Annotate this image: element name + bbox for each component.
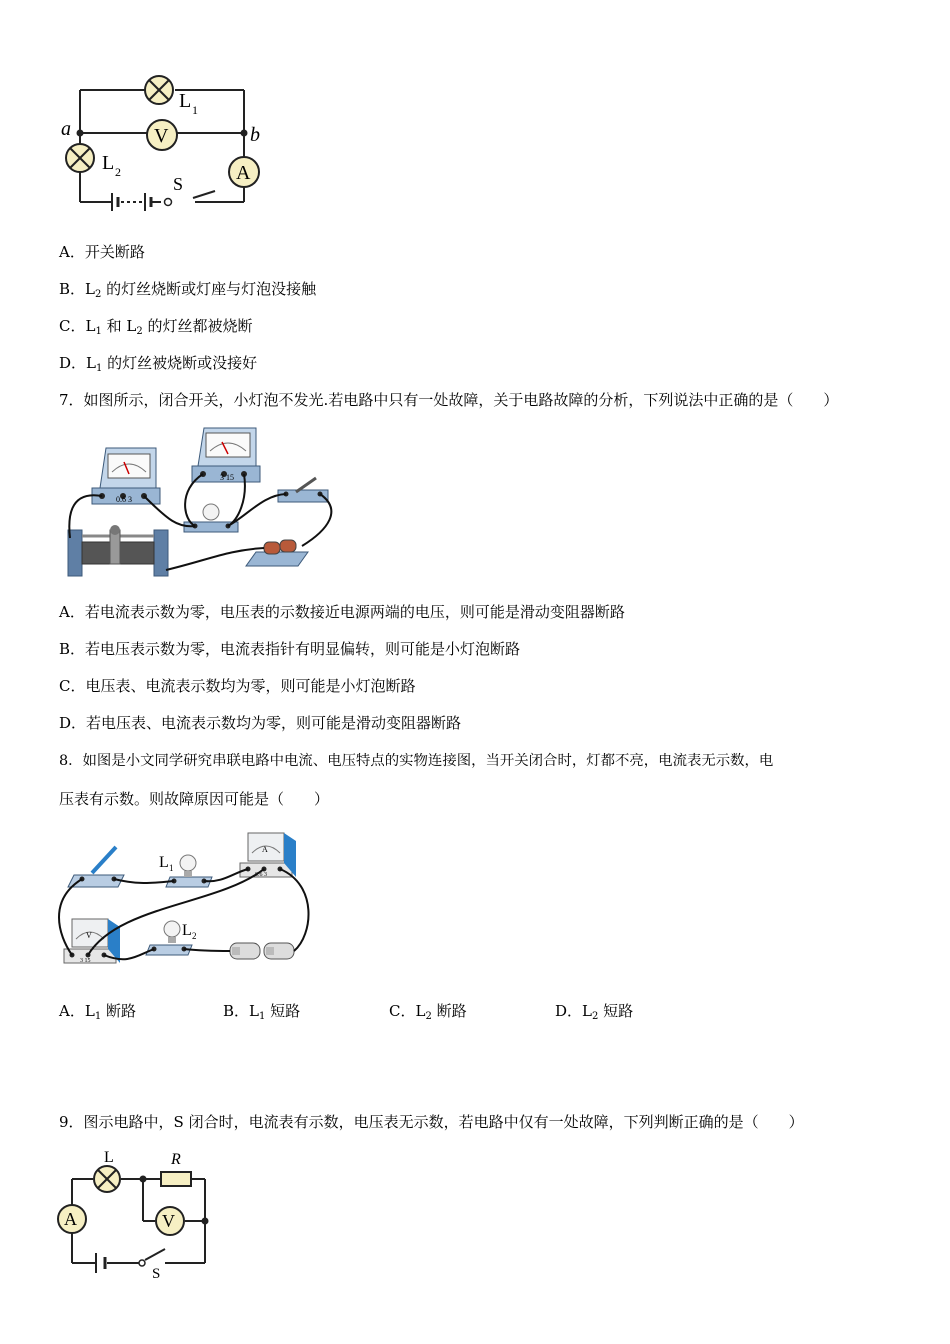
- node-b-label: b: [250, 124, 260, 146]
- svg-text:R: R: [171, 1151, 181, 1168]
- bulb-apparatus-icon: [184, 504, 238, 532]
- switch-label: S: [173, 174, 184, 194]
- q8-option-b[interactable]: B．$L_1$ 短路: [223, 1002, 301, 1022]
- rheostat-apparatus-icon: [68, 525, 168, 576]
- svg-text:3 15: 3 15: [220, 473, 234, 482]
- switch-apparatus-icon: [68, 847, 124, 887]
- ammeter-apparatus-icon: [240, 833, 296, 877]
- resistor-R-icon: [161, 1172, 191, 1186]
- circuit-diagram-q9: [55, 1145, 220, 1280]
- q8-stem-line1: 8．如图是小文同学研究串联电路中电流、电压特点的实物连接图，当开关闭合时，灯都不亮，电流表无示数，电: [59, 753, 774, 769]
- svg-text:L: L: [159, 854, 169, 871]
- q6-option-a[interactable]: A．开关断路: [59, 243, 145, 261]
- svg-text:A: A: [262, 845, 268, 854]
- q6-option-d[interactable]: D．$L_1$ 的灯丝被烧断或没接好: [59, 354, 258, 374]
- q8-option-a[interactable]: A．$L_1$ 断路: [59, 1002, 136, 1022]
- svg-text:3 15: 3 15: [80, 958, 91, 964]
- svg-text:V: V: [162, 1211, 175, 1231]
- svg-text:L: L: [182, 922, 192, 939]
- svg-text:0.6 3: 0.6 3: [116, 495, 132, 504]
- q6-option-b[interactable]: B．$L_2$ 的灯丝烧断或灯座与灯泡没接触: [59, 280, 317, 300]
- svg-text:2: 2: [192, 931, 197, 941]
- svg-text:S: S: [152, 1266, 161, 1280]
- svg-text:A: A: [64, 1209, 77, 1229]
- q8-option-c[interactable]: C．$L_2$ 断路: [389, 1002, 467, 1022]
- q9-stem: 9．图示电路中，S 闭合时，电流表有示数，电压表无示数，若电路中仅有一处故障，下列判断正确的是（ ）: [59, 1113, 804, 1131]
- lamp-L1-icon: [145, 76, 173, 104]
- L1-subscript: 1: [192, 103, 198, 117]
- voltmeter-label: V: [154, 125, 169, 147]
- q7-apparatus-figure: [58, 420, 348, 585]
- q7-option-b[interactable]: B．若电压表示数为零，电流表指针有明显偏转，则可能是小灯泡断路: [59, 640, 521, 658]
- voltmeter-apparatus-icon: [64, 919, 120, 963]
- q7-option-a[interactable]: A．若电流表示数为零，电压表的示数接近电源两端的电压，则可能是滑动变阻器断路: [59, 603, 625, 621]
- svg-text:L: L: [104, 1149, 114, 1166]
- q7-option-d[interactable]: D．若电压表、电流表示数均为零，则可能是滑动变阻器断路: [59, 714, 462, 732]
- circuit-diagram-q6: [55, 65, 285, 220]
- q7-option-c[interactable]: C．电压表、电流表示数均为零，则可能是小灯泡断路: [59, 677, 416, 695]
- svg-text:0.6 3: 0.6 3: [255, 872, 267, 878]
- L2-label: L: [102, 152, 115, 174]
- q8-apparatus-figure: [58, 825, 318, 975]
- svg-text:V: V: [86, 931, 92, 940]
- battery-apparatus-icon: [246, 540, 308, 566]
- lamp-L-icon: [94, 1166, 120, 1192]
- node-a-label: a: [61, 118, 71, 140]
- switch-apparatus-icon: [278, 478, 328, 502]
- q8-option-d[interactable]: D．$L_2$ 短路: [555, 1002, 634, 1022]
- q6-option-c[interactable]: C．$L_1$ 和 $L_2$ 的灯丝都被烧断: [59, 317, 253, 337]
- q8-stem-line2: 压表有示数。则故障原因可能是（ ）: [59, 790, 330, 808]
- ammeter-label: A: [236, 162, 251, 184]
- q7-stem: 7．如图所示，闭合开关，小灯泡不发光.若电路中只有一处故障，关于电路故障的分析，下列说法中正确的是（ ）: [59, 391, 839, 409]
- svg-text:1: 1: [169, 863, 174, 873]
- L1-label: L: [179, 90, 192, 112]
- battery-apparatus-icon: [230, 943, 294, 959]
- lamp-L2-icon: [66, 144, 94, 172]
- L2-subscript: 2: [115, 165, 121, 179]
